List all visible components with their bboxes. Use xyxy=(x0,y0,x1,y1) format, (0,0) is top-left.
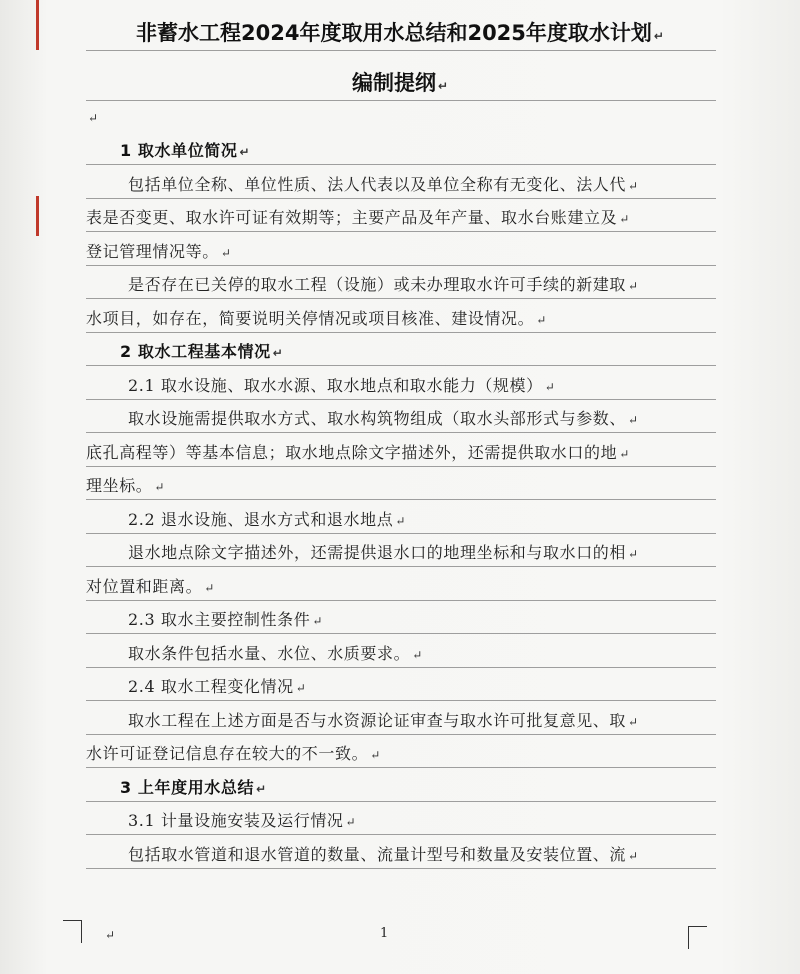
ruled-line xyxy=(86,365,716,366)
section-heading: 3 上年度用水总结 ↵ xyxy=(120,777,267,797)
paragraph-mark: ↵ xyxy=(345,815,357,829)
ruled-line xyxy=(86,667,716,668)
ruled-line xyxy=(86,868,716,869)
subsection-heading: 2.1 取水设施、取水水源、取水地点和取水能力（规模） ↵ xyxy=(128,375,556,395)
subsection-heading: 3.1 计量设施安装及运行情况 ↵ xyxy=(128,811,357,830)
crop-mark-right xyxy=(688,926,707,949)
ruled-line xyxy=(86,600,716,601)
ruled-line xyxy=(86,499,716,500)
paragraph-mark: ↵ xyxy=(370,748,381,762)
paragraph-line: 理坐标。 ↵ xyxy=(86,476,166,495)
paragraph-line: 退水地点除文字描述外，还需提供退水口的地理坐标和与取水口的相 ↵ xyxy=(128,543,639,562)
ruled-line xyxy=(86,50,716,51)
ruled-line xyxy=(86,231,716,232)
paragraph-mark: ↵ xyxy=(628,547,639,561)
paragraph-mark: ↵ xyxy=(204,580,215,595)
ruled-line xyxy=(86,466,716,467)
subsection-heading: 2.2 退水设施、退水方式和退水地点 ↵ xyxy=(128,509,406,529)
paragraph-line: 对位置和距离。 ↵ xyxy=(86,576,215,596)
paragraph-mark: ↵ xyxy=(544,379,556,394)
paragraph-mark: ↵ xyxy=(628,848,639,863)
paragraph-mark: ↵ xyxy=(628,279,639,293)
paragraph-line: 取水设施需提供取水方式、取水构筑物组成（取水头部形式与参数、 ↵ xyxy=(128,409,639,428)
ruled-line xyxy=(86,700,716,701)
red-margin-mark xyxy=(36,0,39,50)
paragraph-mark: ↵ xyxy=(628,178,639,193)
section-heading: 2 取水工程基本情况 ↵ xyxy=(120,342,284,361)
ruled-line xyxy=(86,265,716,266)
paragraph-line: 水项目，如存在，简要说明关停情况或项目核准、建设情况。 ↵ xyxy=(86,308,547,328)
paragraph-line: 底孔高程等）等基本信息；取水地点除文字描述外，还需提供取水口的地 ↵ xyxy=(86,442,630,462)
ruled-line xyxy=(86,533,716,534)
paragraph-mark: ↵ xyxy=(619,446,630,461)
ruled-line xyxy=(86,100,716,101)
document-title-line1: 非蓄水工程2024年度取用水总结和2025年度取水计划 ↵ xyxy=(136,21,664,45)
ruled-line xyxy=(86,633,716,634)
empty-paragraph-mark: ↵ xyxy=(88,111,99,125)
paragraph-mark: ↵ xyxy=(239,145,251,159)
ruled-line xyxy=(86,399,716,400)
paragraph-mark: ↵ xyxy=(628,413,639,427)
ruled-line xyxy=(86,432,716,433)
section-heading: 1 取水单位简况 ↵ xyxy=(120,141,251,160)
subsection-heading: 2.4 取水工程变化情况 ↵ xyxy=(128,677,307,696)
document-title-line2: 编制提纲 ↵ xyxy=(351,71,449,95)
crop-mark-left xyxy=(63,920,82,943)
paragraph-mark: ↵ xyxy=(154,480,166,494)
ruled-line xyxy=(86,801,716,802)
paragraph-line: 表是否变更、取水许可证有效期等；主要产品及年产量、取水台账建立及 ↵ xyxy=(86,208,630,227)
paragraph-mark: ↵ xyxy=(628,714,639,729)
paragraph-mark: ↵ xyxy=(619,212,630,226)
paragraph-mark: ↵ xyxy=(412,647,423,662)
paragraph-line: 登记管理情况等。 ↵ xyxy=(86,241,232,261)
paragraph-line: 包括取水管道和退水管道的数量、流量计型号和数量及安装位置、流 ↵ xyxy=(128,844,639,864)
ruled-line xyxy=(86,298,716,299)
paragraph-line: 取水条件包括水量、水位、水质要求。 ↵ xyxy=(128,643,423,663)
paragraph-mark: ↵ xyxy=(312,614,323,628)
paragraph-mark: ↵ xyxy=(220,245,232,260)
ruled-line xyxy=(86,767,716,768)
ruled-line xyxy=(86,566,716,567)
ruled-line xyxy=(86,734,716,735)
ruled-line xyxy=(86,332,716,333)
ruled-line xyxy=(86,834,716,835)
red-margin-mark xyxy=(36,196,39,236)
ruled-line xyxy=(86,198,716,199)
paragraph-mark: ↵ xyxy=(272,346,284,360)
paragraph-line: 包括单位全称、单位性质、法人代表以及单位全称有无变化、法人代 ↵ xyxy=(128,174,639,194)
paragraph-mark: ↵ xyxy=(395,513,406,528)
page-number: 1 xyxy=(380,926,389,941)
subsection-heading: 2.3 取水主要控制性条件 ↵ xyxy=(128,610,323,629)
paragraph-mark: ↵ xyxy=(536,312,547,327)
ruled-line xyxy=(86,164,716,165)
paragraph-mark: ↵ xyxy=(256,781,267,796)
paragraph-line: 是否存在已关停的取水工程（设施）或未办理取水许可手续的新建取 ↵ xyxy=(128,275,639,294)
footer-paragraph-mark: ↵ xyxy=(105,928,116,942)
paragraph-line: 水许可证登记信息存在较大的不一致。 ↵ xyxy=(86,744,381,763)
paragraph-line: 取水工程在上述方面是否与水资源论证审查与取水许可批复意见、取 ↵ xyxy=(128,710,639,730)
paragraph-mark: ↵ xyxy=(295,681,307,695)
